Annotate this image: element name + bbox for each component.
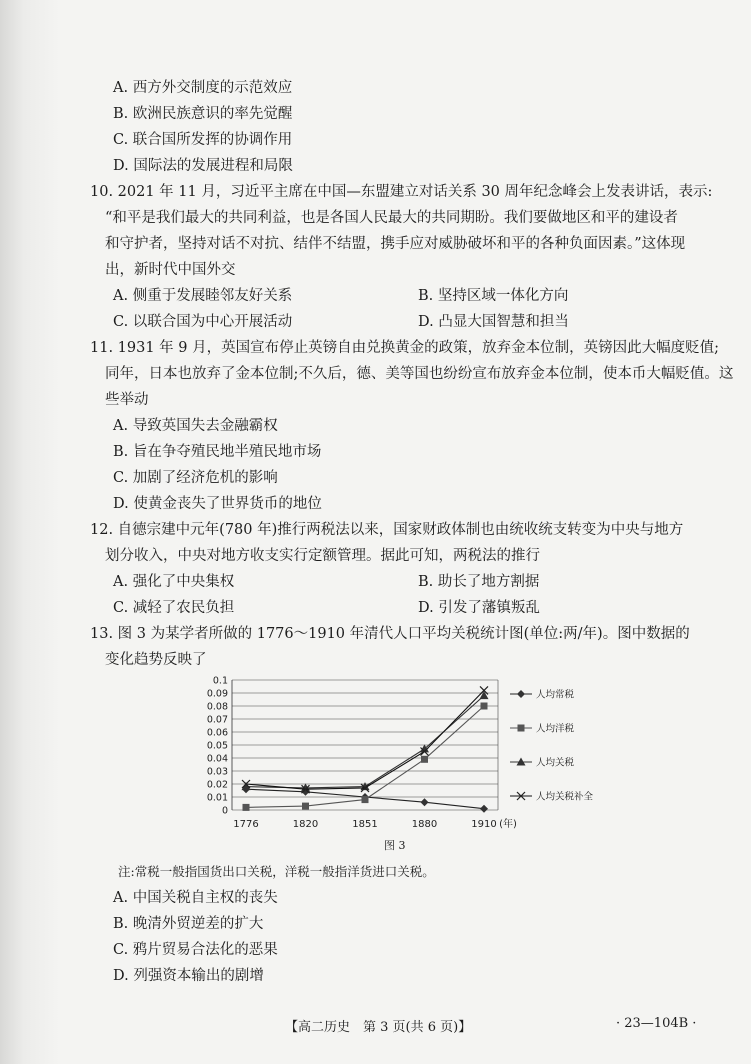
y-tick-label: 0.01	[206, 792, 228, 804]
q11-option-c: C. 加剧了经济危机的影响	[113, 470, 278, 486]
y-tick-label: 0.02	[206, 779, 228, 791]
q12-option-d: D. 引发了藩镇叛乱	[418, 600, 540, 616]
legend-entry	[510, 791, 594, 803]
q11-stem-line: 些举动	[105, 392, 149, 408]
q13-option-d: D. 列强资本输出的剧增	[113, 968, 264, 984]
scan-shadow	[0, 0, 60, 1064]
x-tick-label: 1851	[352, 819, 378, 830]
q10-option-b: B. 坚持区域一体化方向	[418, 288, 569, 304]
x-tick-label: 1776	[233, 819, 259, 830]
q13-option-a: A. 中国关税自主权的丧失	[113, 890, 278, 906]
q11-option-b: B. 旨在争夺殖民地半殖民地市场	[113, 444, 322, 460]
series-4	[242, 686, 488, 793]
legend-label: 人均洋税	[536, 723, 575, 735]
q13-stem-line: 变化趋势反映了	[105, 652, 207, 668]
legend-marker	[518, 725, 525, 732]
data-point	[362, 796, 369, 803]
y-tick-label: 0.03	[206, 766, 228, 778]
series-line	[246, 706, 484, 807]
q10-option-c: C. 以联合国为中心开展活动	[113, 314, 293, 330]
legend-marker	[517, 690, 525, 698]
tariff-line-chart	[180, 672, 600, 857]
y-tick-label: 0.06	[206, 727, 228, 739]
data-point	[480, 805, 488, 813]
y-tick-label: 0	[221, 805, 228, 817]
chart-note: 注:常税一般指国货出口关税，洋税一般指洋货进口关税。	[118, 864, 435, 879]
legend-label: 人均关税补全	[536, 791, 594, 803]
q10-stem-line: 和守护者，坚持对话不对抗、结伴不结盟，携手应对威胁破坏和平的各种负面因素。”这体现	[105, 236, 686, 252]
q12-option-a: A. 强化了中央集权	[113, 574, 235, 590]
y-tick-label: 0.07	[206, 714, 228, 726]
q10-stem-line: 出，新时代中国外交	[105, 262, 236, 278]
data-point	[421, 756, 428, 763]
page-footer: 【高二历史 第 3 页(共 6 页)】	[285, 1020, 472, 1035]
data-point	[480, 691, 489, 699]
legend-label: 人均关税	[536, 757, 575, 769]
q11-option-d: D. 使黄金丧失了世界货币的地位	[113, 496, 322, 512]
legend-entry	[510, 757, 575, 769]
legend-entry	[510, 689, 575, 701]
q12-option-c: C. 减轻了农民负担	[113, 600, 235, 616]
y-tick-label: 0.08	[206, 701, 228, 713]
q9-option-d: D. 国际法的发展进程和局限	[113, 158, 293, 174]
q10-option-a: A. 侧重于发展睦邻友好关系	[113, 288, 293, 304]
q11-stem-line: 同年，日本也放弃了金本位制;不久后，德、美等国也纷纷宣布放弃金本位制，使本币大幅贬值。这	[105, 366, 734, 382]
q10-option-d: D. 凸显大国智慧和担当	[418, 314, 569, 330]
legend-label: 人均常税	[536, 689, 575, 701]
exam-code: · 23—104B ·	[616, 1016, 697, 1031]
data-point	[302, 803, 309, 810]
q11-stem-line: 11. 1931 年 9 月，英国宣布停止英镑自由兑换黄金的政策，放弃金本位制，英镑因此大幅度贬值;	[90, 340, 720, 356]
data-point	[243, 804, 250, 811]
y-tick-label: 0.1	[212, 675, 228, 687]
data-point	[481, 703, 488, 710]
x-tick-label: 1820	[292, 819, 319, 830]
q13-option-b: B. 晚清外贸逆差的扩大	[113, 916, 264, 932]
q9-option-a: A. 西方外交制度的示范效应	[113, 80, 293, 96]
q12-option-b: B. 助长了地方割据	[418, 574, 540, 590]
q9-option-b: B. 欧洲民族意识的率先觉醒	[113, 106, 293, 122]
y-tick-label: 0.04	[206, 753, 228, 765]
y-tick-label: 0.09	[206, 688, 228, 700]
q12-stem-line: 划分收入，中央对地方收支实行定额管理。据此可知，两税法的推行	[105, 548, 540, 564]
legend-entry	[510, 723, 575, 735]
data-point	[421, 798, 429, 806]
q10-stem-line: 10. 2021 年 11 月，习近平主席在中国—东盟建立对话关系 30 周年纪念峰会上发表讲话，表示:	[90, 184, 713, 200]
x-axis-label: (年)	[499, 819, 517, 830]
q9-option-c: C. 联合国所发挥的协调作用	[113, 132, 293, 148]
y-tick-label: 0.05	[206, 740, 228, 752]
x-tick-label: 1910	[471, 819, 497, 830]
q13-stem-line: 13. 图 3 为某学者所做的 1776～1910 年清代人口平均关税统计图(单位:两/年)。图中数据的	[90, 626, 690, 642]
q10-stem-line: “和平是我们最大的共同利益，也是各国人民最大的共同期盼。我们要做地区和平的建设者	[105, 210, 678, 226]
q12-stem-line: 12. 自德宗建中元年(780 年)推行两税法以来，国家财政体制也由统收统支转变为中央与地方	[90, 522, 684, 538]
figure-caption: 图 3	[384, 839, 406, 852]
q13-option-c: C. 鸦片贸易合法化的恶果	[113, 942, 278, 958]
x-tick-label: 1880	[411, 819, 438, 830]
series-line	[246, 690, 484, 789]
series-line	[246, 696, 484, 788]
q11-option-a: A. 导致英国失去金融霸权	[113, 418, 278, 434]
